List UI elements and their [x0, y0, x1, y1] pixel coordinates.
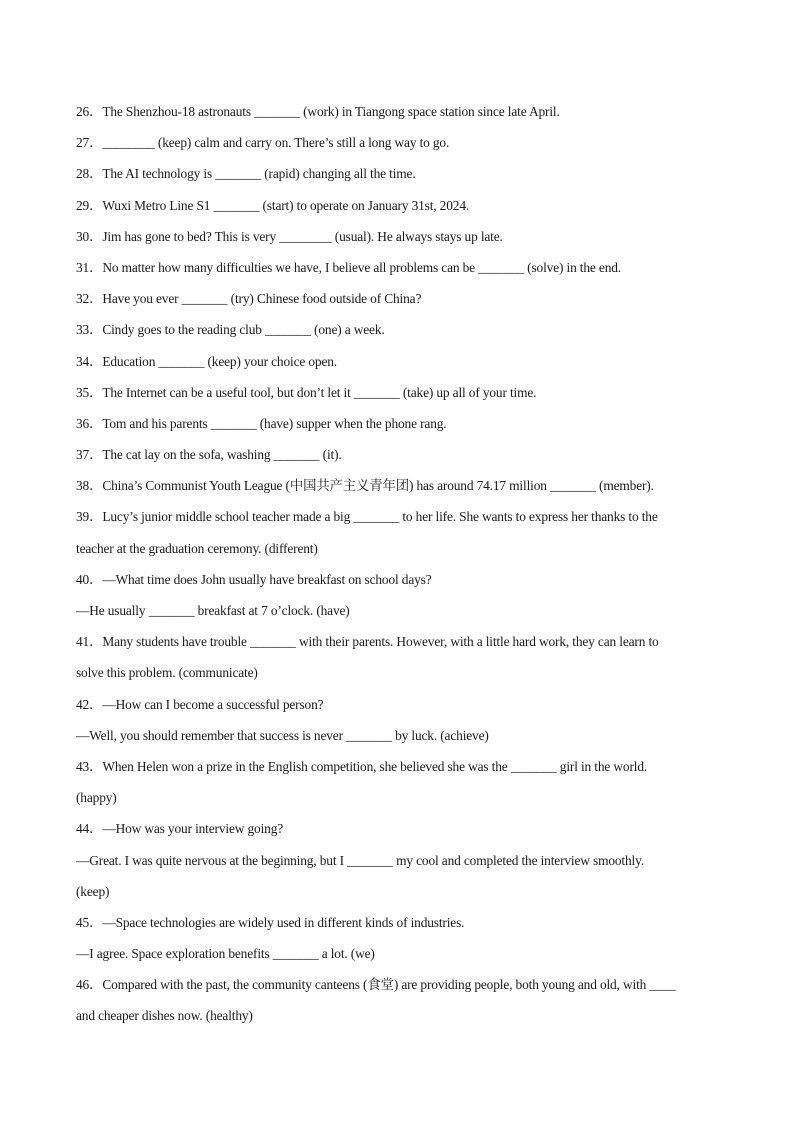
exercise-line-37: 37．The cat lay on the sofa, washing _______ (it). — [76, 447, 342, 463]
exercise-line-45-answer: —I agree. Space exploration benefits _______ a lot. (we) — [76, 946, 375, 962]
exercise-line-46-cont: and cheaper dishes now. (healthy) — [76, 1008, 253, 1024]
exercise-line-34: 34．Education _______ (keep) your choice open. — [76, 353, 337, 369]
exercise-line-31: 31．No matter how many difficulties we have, I believe all problems can be _______ (solve) in the end. — [76, 259, 621, 275]
exercise-line-38: 38．China’s Communist Youth League (中国共产主义青年团) has around 74.17 million _______ (member). — [76, 478, 654, 494]
exercise-line-44-answer: —Great. I was quite nervous at the beginning, but I _______ my cool and completed the interview smoothly. — [76, 852, 644, 868]
exercise-line-44-cont: (keep) — [76, 883, 110, 899]
exercise-line-43-cont: (happy) — [76, 790, 117, 806]
exercise-line-41-cont: solve this problem. (communicate) — [76, 665, 258, 681]
exercise-line-32: 32．Have you ever _______ (try) Chinese food outside of China? — [76, 291, 422, 307]
exercise-line-42-answer: —Well, you should remember that success is never _______ by luck. (achieve) — [76, 727, 489, 743]
exercise-line-45: 45．—Space technologies are widely used in different kinds of industries. — [76, 914, 465, 930]
exercise-line-27: 27．________ (keep) calm and carry on. There’s still a long way to go. — [76, 135, 450, 151]
exercise-line-39: 39．Lucy’s junior middle school teacher made a big _______ to her life. She wants to express her thanks to the — [76, 509, 658, 525]
exercise-line-40: 40．—What time does John usually have breakfast on school days? — [76, 571, 432, 587]
exercise-line-26: 26．The Shenzhou-18 astronauts _______ (work) in Tiangong space station since late April. — [76, 104, 560, 119]
exercise-line-46: 46．Compared with the past, the community canteens (食堂) are providing people, both young and old, with ____ — [76, 977, 676, 993]
exercise-line-35: 35．The Internet can be a useful tool, but don’t let it _______ (take) up all of your time. — [76, 384, 537, 400]
exercise-line-42: 42．—How can I become a successful person? — [76, 696, 324, 712]
exercise-line-33: 33．Cindy goes to the reading club _______ (one) a week. — [76, 322, 385, 338]
exercise-line-36: 36．Tom and his parents _______ (have) supper when the phone rang. — [76, 415, 447, 431]
exercise-list — [76, 101, 736, 1037]
exercise-line-44: 44．—How was your interview going? — [76, 821, 284, 837]
exercise-line-28: 28．The AI technology is _______ (rapid) changing all the time. — [76, 166, 416, 182]
exercise-line-30: 30．Jim has gone to bed? This is very ________ (usual). He always stays up late. — [76, 228, 503, 244]
exercise-line-40-answer: —He usually _______ breakfast at 7 o’clock. (have) — [76, 603, 350, 618]
exercise-line-43: 43．When Helen won a prize in the English competition, she believed she was the _______ girl in the world. — [76, 758, 648, 774]
exercise-line-39-cont: teacher at the graduation ceremony. (different) — [76, 540, 318, 556]
exercise-line-29: 29．Wuxi Metro Line S1 _______ (start) to operate on January 31st, 2024. — [76, 197, 470, 213]
exercise-line-41: 41．Many students have trouble _______ with their parents. However, with a little hard work, they can learn to — [76, 634, 659, 650]
